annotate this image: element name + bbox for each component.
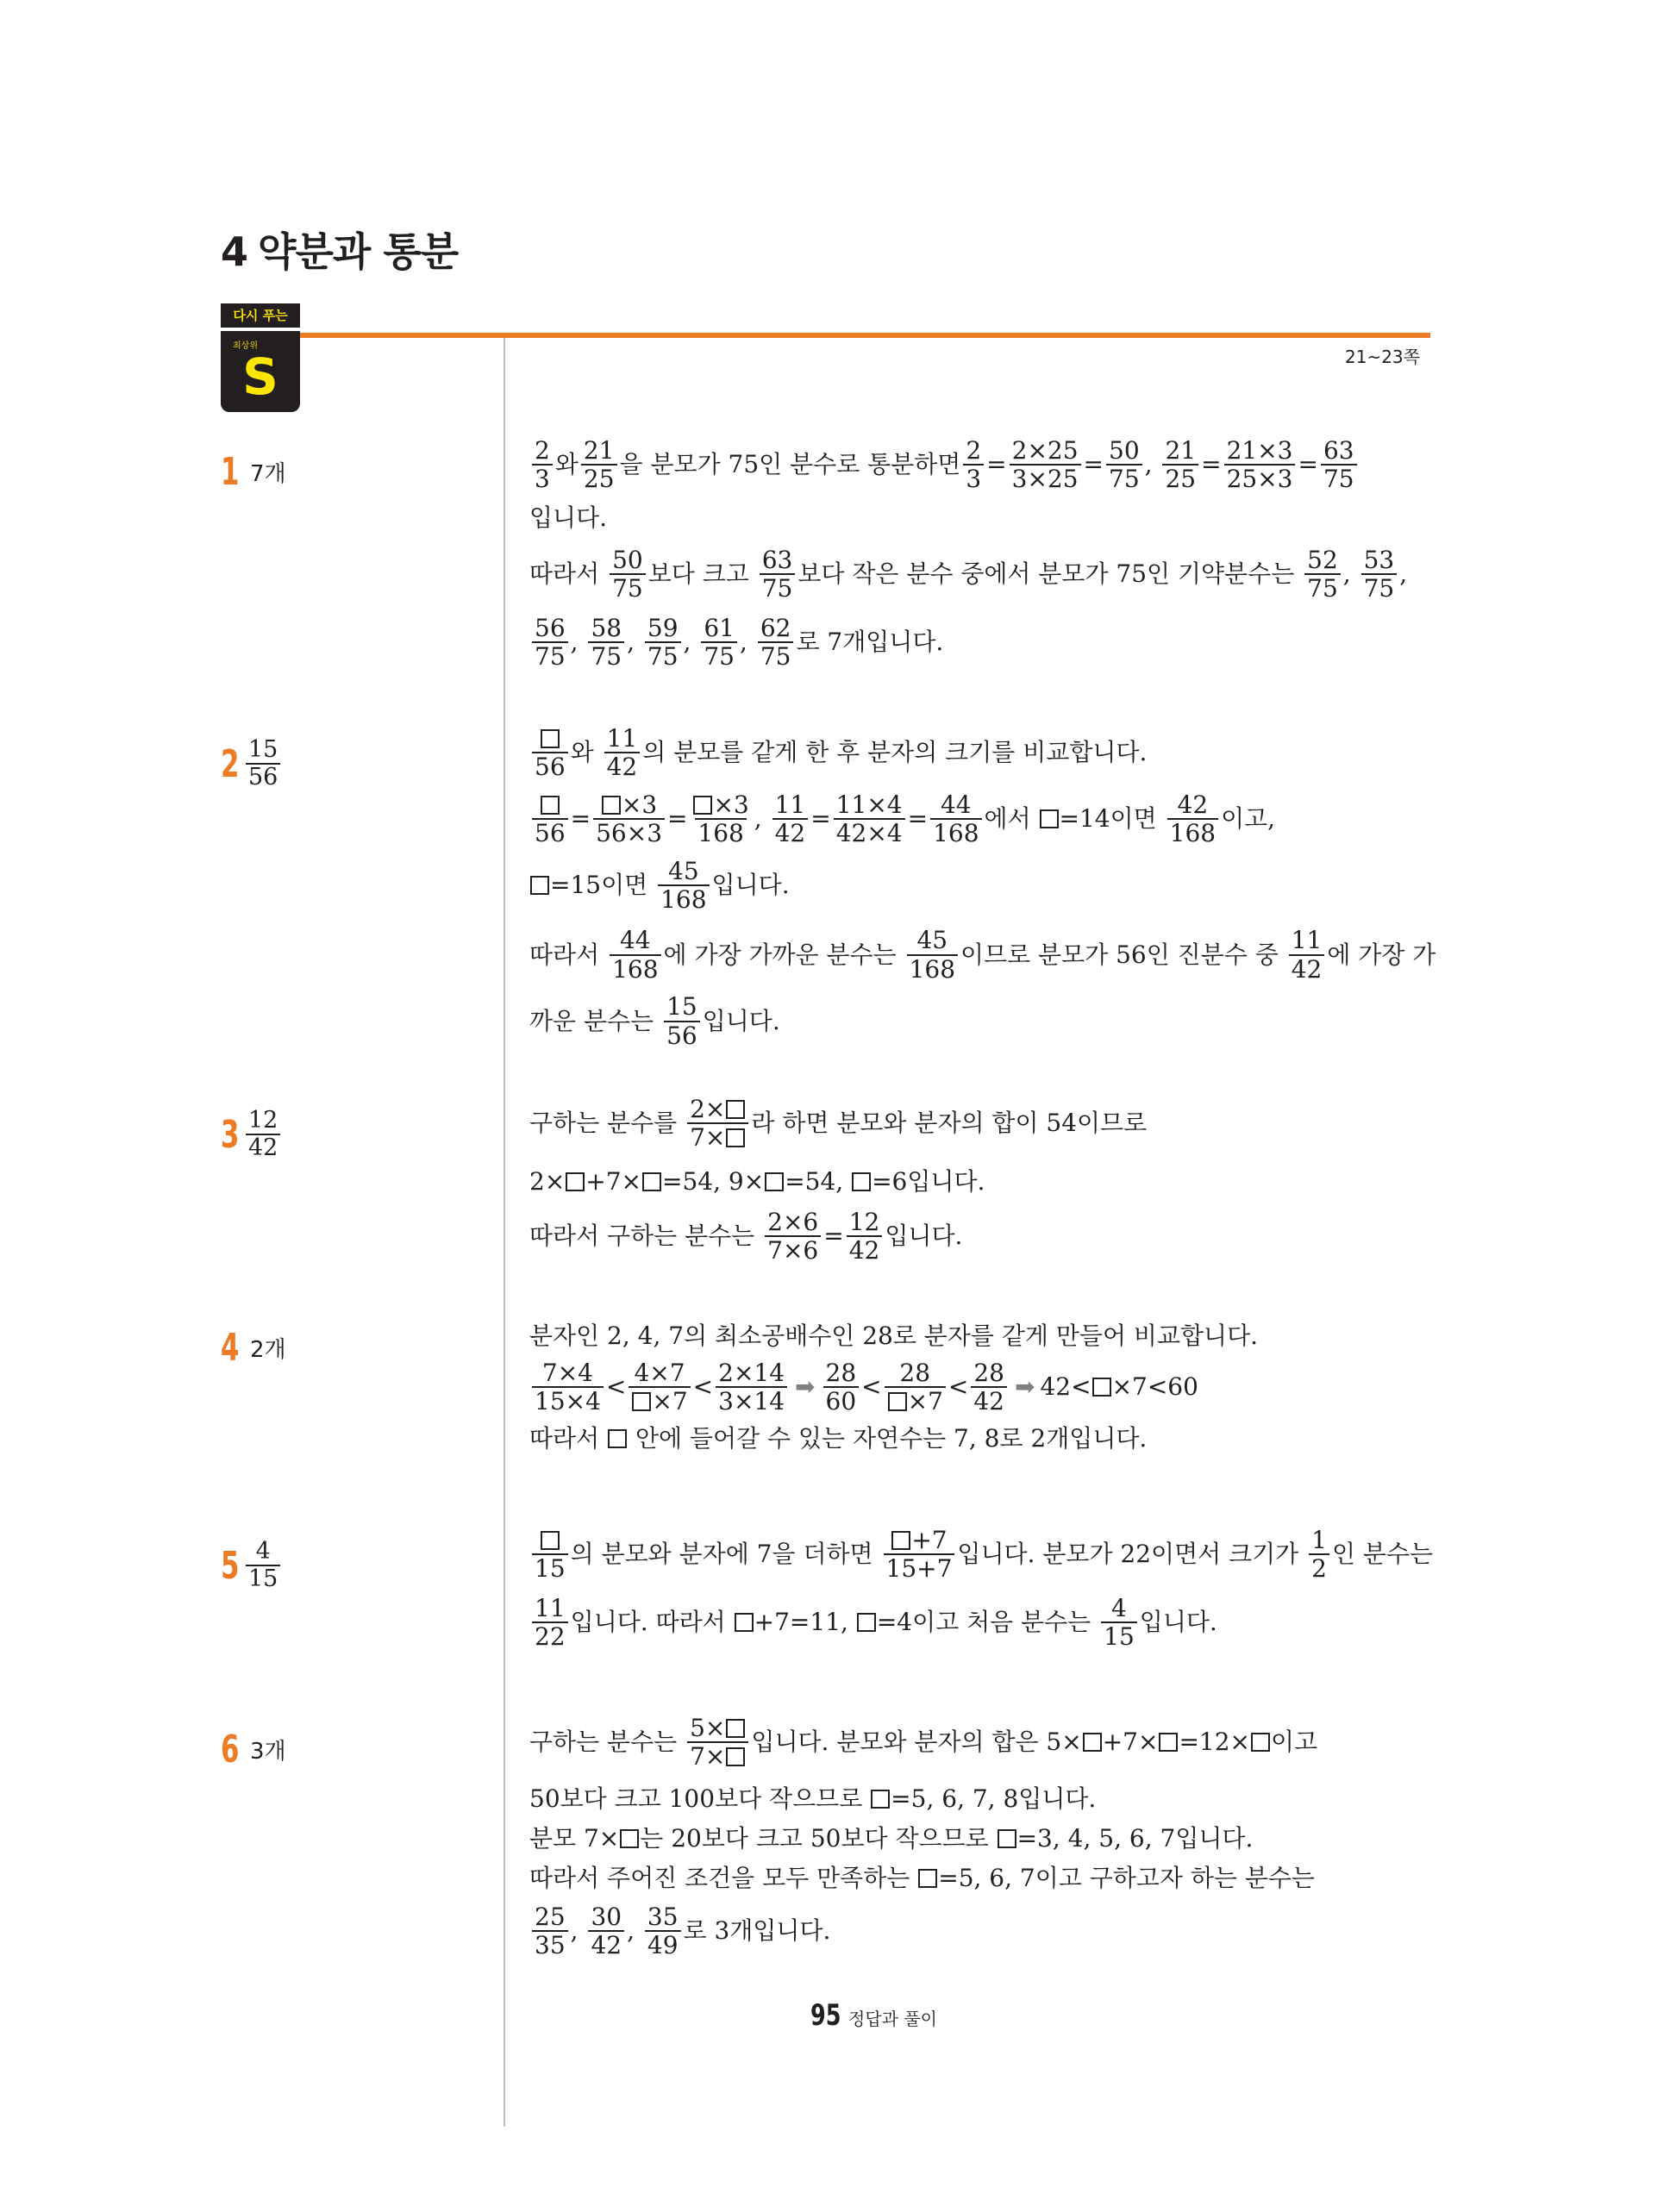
section-number: 4 [221, 228, 248, 275]
section-title: 약분과 통분 [258, 228, 459, 275]
solution-line: 56 = $\frac{\times 3}{56\times 3}$ = ×3 168 , 11 42 = 11×4 42×4 = 44 168 에서 =14이면 42 168 이고, [529, 792, 1435, 847]
page-footer [810, 1998, 937, 2033]
arrow-icon: ➡ [1015, 1372, 1035, 1402]
solution-line: 56 75 , 58 75 , 59 75 , 61 75 , 62 75 로 7개입니다. [529, 615, 1407, 670]
answer-fraction: 4 15 [246, 1540, 280, 1592]
header-divider [300, 333, 1430, 338]
answer-text: 7개 [250, 461, 286, 487]
problem-5-answer [221, 1540, 283, 1592]
problem-6-answer [221, 1728, 286, 1771]
solution-line: 따라서 주어진 조건을 모두 만족하는 =5, 6, 7이고 구하고자 하는 분수는 [529, 1863, 1315, 1892]
badge-small-label: 최상위 [233, 341, 258, 351]
solution-line: 분자인 2, 4, 7의 최소공배수인 28로 분자를 같게 만들어 비교합니다. [529, 1322, 1259, 1350]
solution-4 [529, 1324, 1258, 1451]
badge-top-label: 다시 푸는 [221, 303, 300, 328]
problem-2-answer [221, 738, 283, 790]
solution-5 [529, 1528, 1433, 1650]
solution-line: 2× +7× =54, 9× =54, =6입니다. [529, 1166, 985, 1196]
choesangwi-s-logo [221, 303, 300, 414]
problem-number: 6 [221, 1728, 240, 1771]
solution-line: 따라서 44 168 에 가장 가까운 분수는 45 168 이므로 분모가 56인 진분수 중 11 42 에 가장 가 [529, 926, 1436, 984]
answer-fraction: 15 56 [246, 738, 280, 790]
solution-line: 56 와 11 42 의 분모를 같게 한 후 분자의 크기를 비교합니다. [529, 726, 1435, 780]
problem-number: 2 [221, 741, 240, 786]
solution-line: 입니다. [529, 503, 608, 532]
column-divider [504, 338, 505, 2127]
solution-line: 7×4 15×4 < 4×7 ×7 < 2×14 3×14 ➡ 28 60 < 28 ×7 < 28 42 ➡ 42< ×7<60 [529, 1360, 1258, 1415]
footer-label: 정답과 풀이 [848, 2009, 937, 2029]
problem-1-answer [221, 450, 286, 494]
page-number: 95 [810, 1998, 841, 2033]
solution-3 [529, 1097, 1147, 1264]
solution-line: 따라서 구하는 분수는 2×6 7×6 = 12 42 입니다. [529, 1207, 963, 1265]
badge-s-letter: S [242, 347, 278, 406]
solution-line: 15 의 분모와 분자에 7을 더하면 +7 15+7 입니다. 분모가 22이면서 크기가 1 2 인 분수는 [529, 1528, 1433, 1582]
solution-1 [529, 438, 1407, 669]
solution-line: 따라서 안에 들어갈 수 있는 자연수는 7, 8로 2개입니다. [529, 1423, 1148, 1453]
solution-line: 구하는 분수를 2× 7× 라 하면 분모와 분자의 합이 54이므로 [529, 1095, 1148, 1153]
solution-line: 50보다 크고 100보다 작으므로 =5, 6, 7, 8입니다. [529, 1784, 1097, 1813]
answer-text: 3개 [250, 1739, 286, 1765]
problem-number: 5 [221, 1543, 240, 1588]
answer-text: 2개 [250, 1337, 286, 1363]
problem-number: 3 [221, 1112, 240, 1157]
solution-line: 따라서 50 75 보다 크고 63 75 보다 작은 분수 중에서 분모가 75인 기약분수는 52 75 , 53 75 , [529, 545, 1408, 603]
solution-line: =15이면 45 168 입니다. [529, 859, 1435, 913]
arrow-icon: ➡ [795, 1372, 816, 1402]
page-range: 21~23쪽 [1345, 347, 1420, 367]
solution-2 [529, 726, 1435, 1048]
solution-line: 25 35 , 30 42 , 35 49 로 3개입니다. [529, 1904, 1317, 1959]
page-title [221, 221, 458, 278]
answer-fraction: 12 42 [246, 1109, 280, 1161]
solution-6 [529, 1715, 1317, 1959]
solution-line: 11 22 입니다. 따라서 +7=11, =4이고 처음 분수는 4 15 입니다. [529, 1596, 1433, 1650]
badge-body [221, 331, 300, 412]
solution-line: 분모 7× 는 20보다 크고 50보다 작으므로 =3, 4, 5, 6, 7입니다. [529, 1823, 1254, 1853]
problem-number: 1 [221, 450, 240, 494]
problem-3-answer [221, 1109, 283, 1161]
solution-line: 까운 분수는 15 56 입니다. [529, 992, 780, 1050]
problem-4-answer [221, 1326, 286, 1370]
solution-line: 구하는 분수는 5× 7× 입니다. 분모와 분자의 합은 5× +7× =12× 이고 [529, 1714, 1318, 1771]
solution-line: 2 3 와 21 25 을 분모가 75인 분수로 통분하면 2 3 = 2×25 3×25 = 50 75 , 21 25 = 21×3 25×3 = 63 75 [529, 438, 1407, 492]
problem-number: 4 [221, 1326, 240, 1370]
